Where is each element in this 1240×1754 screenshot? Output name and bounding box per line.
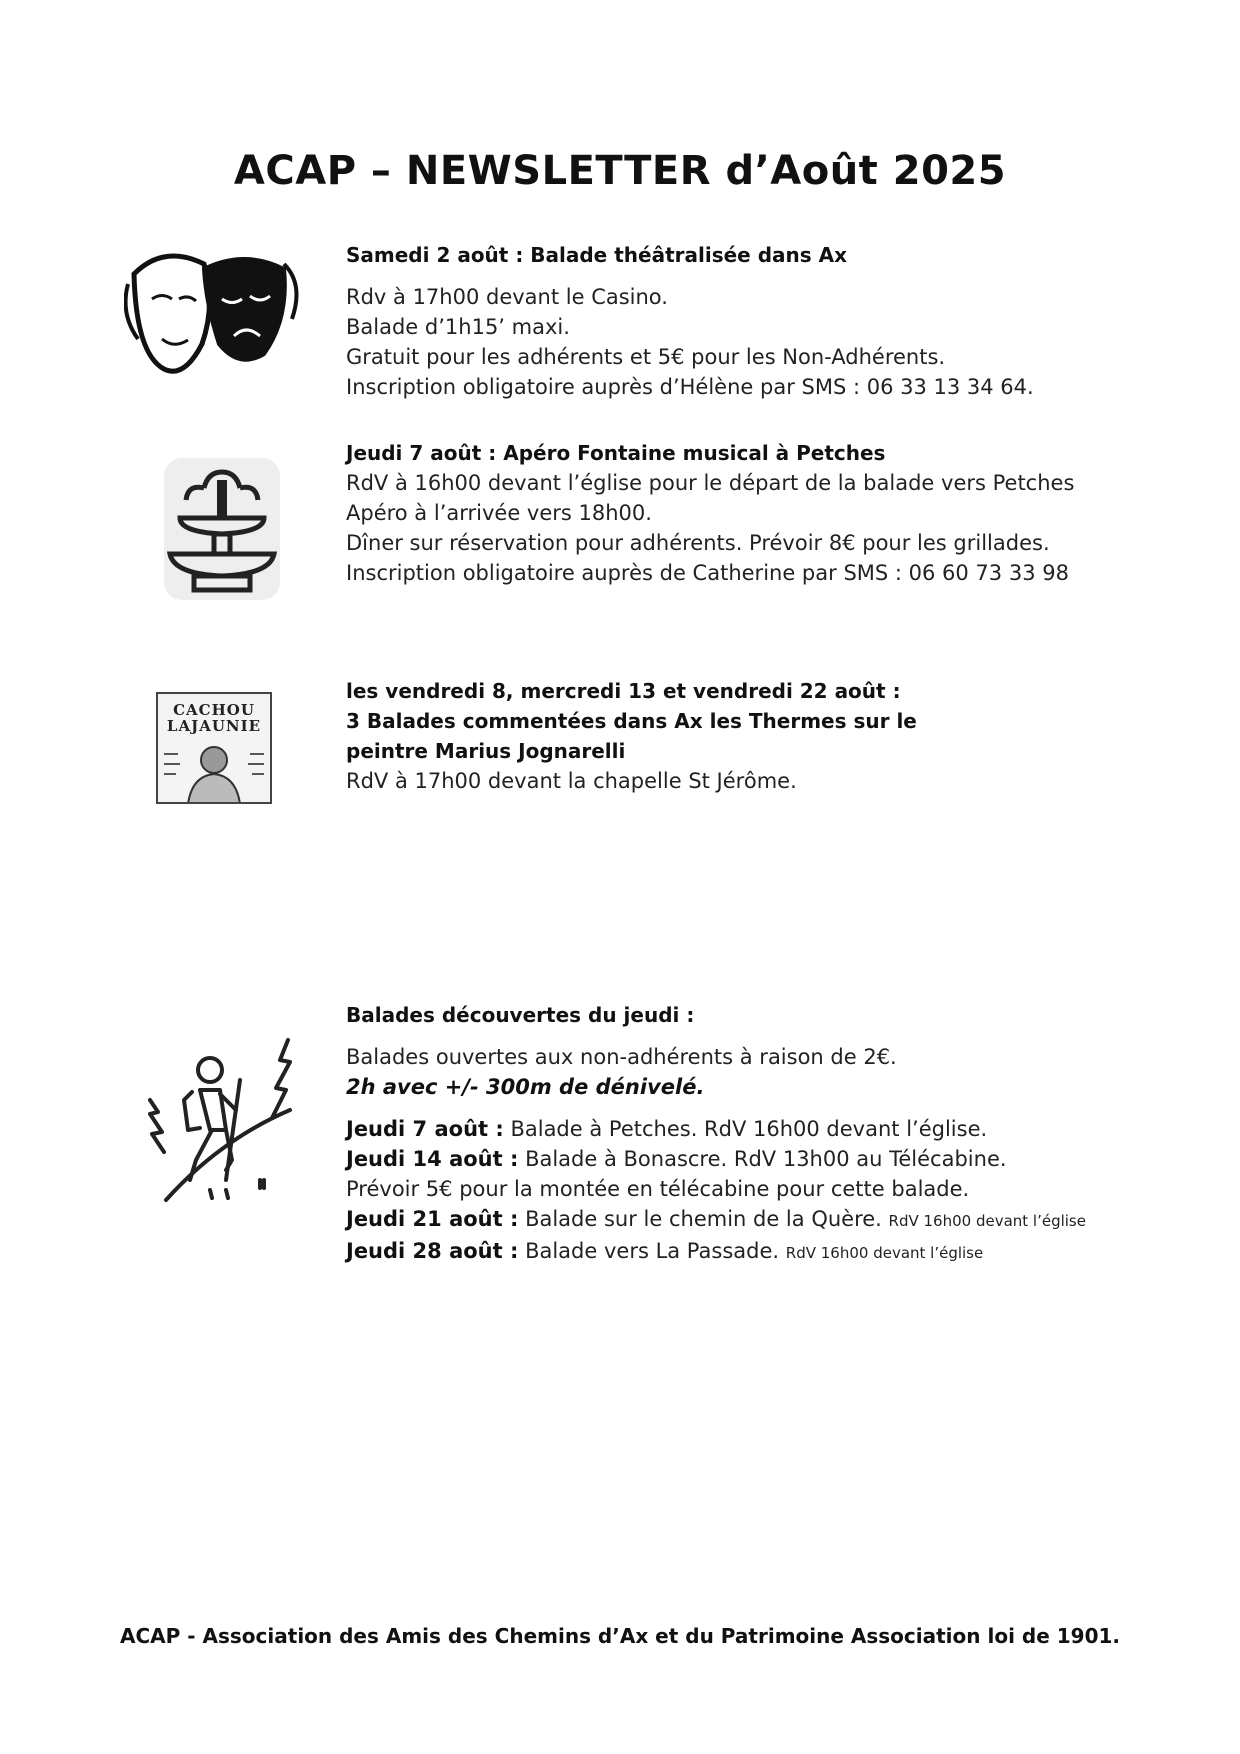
event-4-intro: Balades ouvertes aux non-adhérents à raison de 2€.: [346, 1045, 897, 1069]
fountain-icon: [164, 458, 280, 600]
page-title: ACAP – NEWSLETTER d’Août 2025: [233, 148, 1007, 194]
walk-text: Balade vers La Passade.: [518, 1239, 786, 1263]
event-1-line-2: Balade d’1h15’ maxi.: [346, 315, 570, 339]
event-3-heading-3: peintre Marius Jognarelli: [346, 739, 626, 763]
walk-day: Jeudi 7 août :: [346, 1117, 504, 1141]
event-3-heading-1: les vendredi 8, mercredi 13 et vendredi 22 août :: [346, 679, 901, 703]
event-2-heading: Jeudi 7 août : Apéro Fontaine musical à Petches: [346, 441, 886, 465]
event-1-line-4: Inscription obligatoire auprès d’Hélène par SMS : 06 33 13 34 64.: [346, 375, 1034, 399]
walk-note: RdV 16h00 devant l’église: [888, 1212, 1086, 1230]
footer: ACAP - Association des Amis des Chemins d’Ax et du Patrimoine Association loi de 1901.: [120, 1624, 1120, 1648]
poster-image: [156, 692, 272, 804]
poster-brand: CACHOU LAJAUNIE: [166, 701, 262, 735]
hiker-icon: [140, 1030, 300, 1210]
walk-day: Jeudi 14 août :: [346, 1147, 519, 1171]
walk-text: Prévoir 5€ pour la montée en télécabine pour cette balade.: [346, 1177, 970, 1201]
event-4-emphasis: 2h avec +/- 300m de dénivelé.: [346, 1075, 705, 1099]
walk-row: [346, 1174, 1226, 1204]
theatre-masks-icon: [124, 244, 304, 384]
event-1-line-1: Rdv à 17h00 devant le Casino.: [346, 285, 668, 309]
walk-row: [346, 1236, 1226, 1268]
event-1-heading: Samedi 2 août : Balade théâtralisée dans Ax: [346, 243, 847, 267]
event-4-heading: Balades découvertes du jeudi :: [346, 1003, 695, 1027]
walk-text: Balade à Bonascre. RdV 13h00 au Télécabine.: [518, 1147, 1007, 1171]
walk-day: Jeudi 28 août :: [346, 1239, 519, 1263]
event-2-line-3: Dîner sur réservation pour adhérents. Prévoir 8€ pour les grillades.: [346, 531, 1050, 555]
event-3-heading-2: 3 Balades commentées dans Ax les Thermes sur le: [346, 709, 917, 733]
poster-figure: [158, 734, 270, 804]
event-2: [346, 438, 1226, 588]
event-1: [346, 240, 1226, 402]
event-3: [346, 676, 1226, 796]
walk-day: Jeudi 21 août :: [346, 1207, 519, 1231]
walk-row: [346, 1144, 1226, 1174]
event-3-line-1: RdV à 17h00 devant la chapelle St Jérôme.: [346, 769, 797, 793]
event-2-line-2: Apéro à l’arrivée vers 18h00.: [346, 501, 652, 525]
event-4: [346, 1000, 1226, 1268]
event-2-line-1: RdV à 16h00 devant l’église pour le départ de la balade vers Petches: [346, 471, 1075, 495]
walk-row: [346, 1114, 1226, 1144]
event-1-line-3: Gratuit pour les adhérents et 5€ pour les Non-Adhérents.: [346, 345, 946, 369]
walk-row: [346, 1204, 1226, 1236]
event-2-line-4: Inscription obligatoire auprès de Catherine par SMS : 06 60 73 33 98: [346, 561, 1069, 585]
walk-text: Balade sur le chemin de la Quère.: [518, 1207, 889, 1231]
walk-text: Balade à Petches. RdV 16h00 devant l’église.: [503, 1117, 988, 1141]
walk-note: RdV 16h00 devant l’église: [785, 1244, 984, 1262]
